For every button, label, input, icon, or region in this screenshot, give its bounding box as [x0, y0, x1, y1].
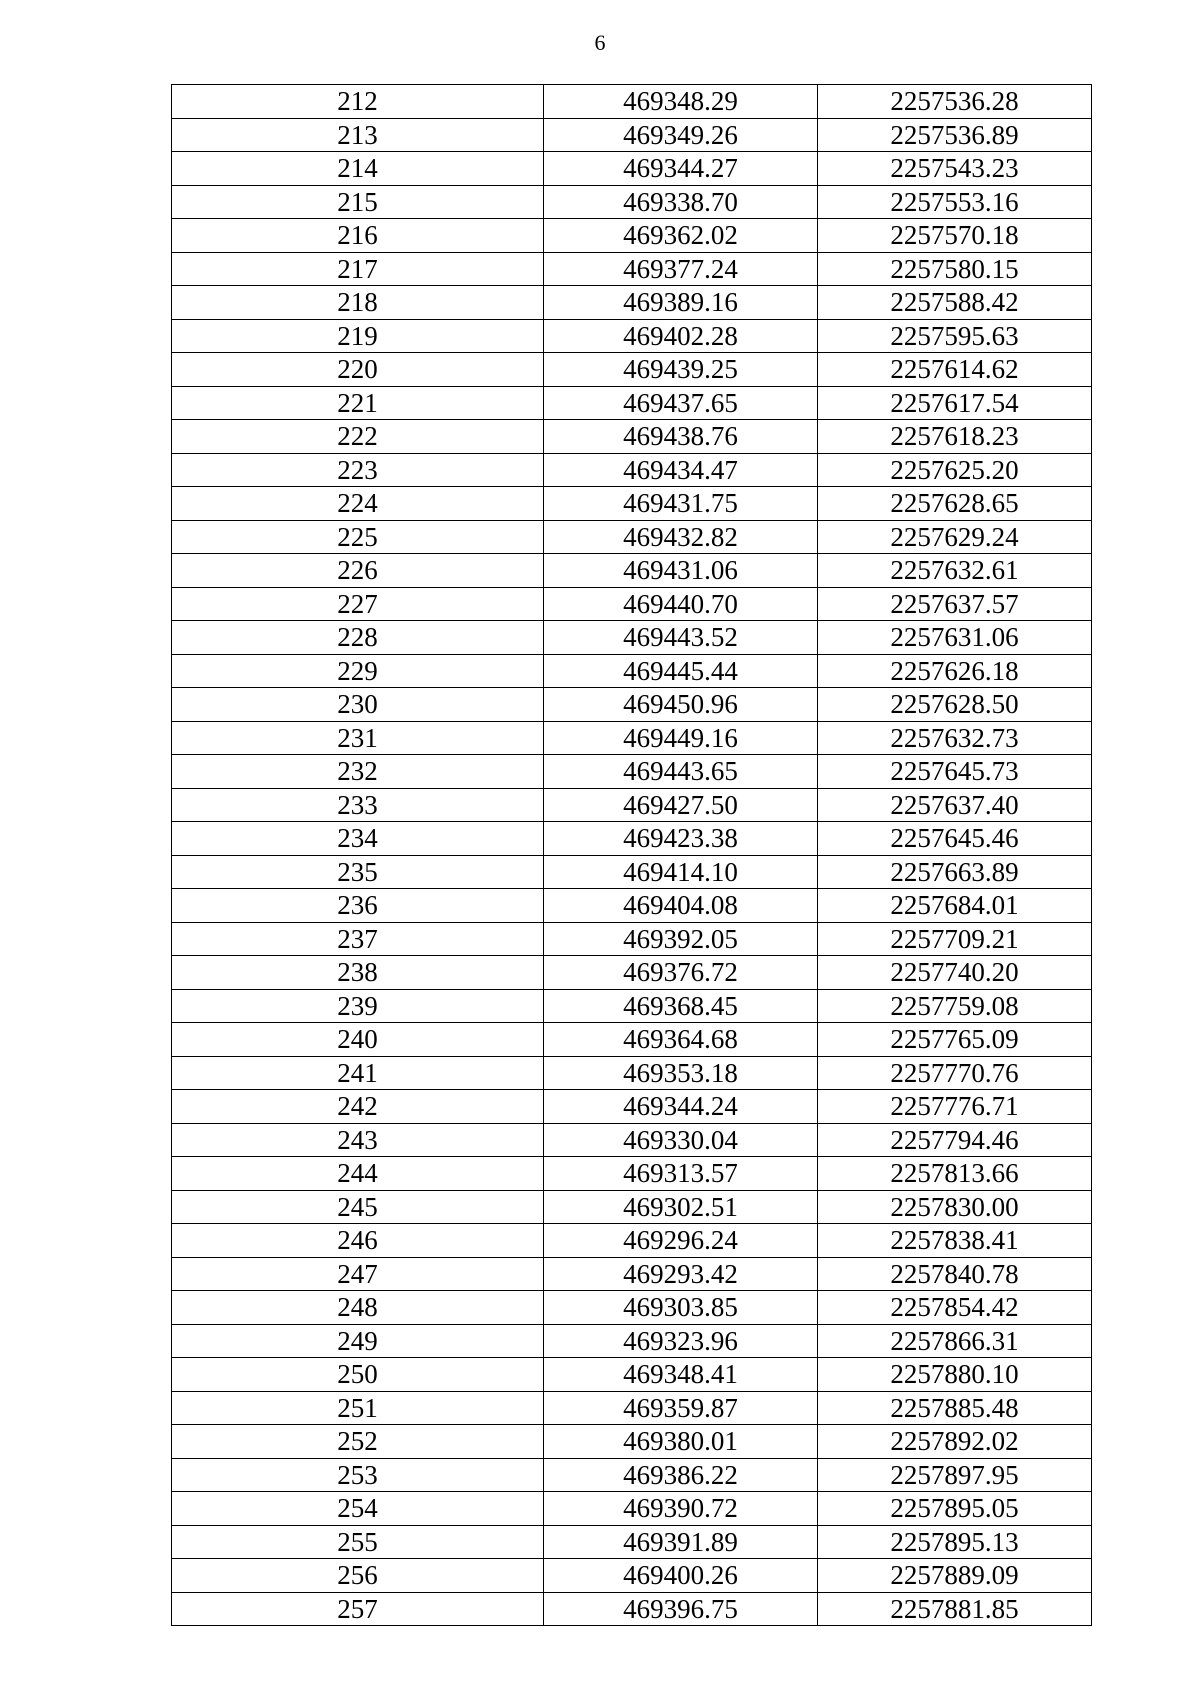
point-number-cell: 246	[172, 1224, 544, 1258]
point-number-cell: 247	[172, 1257, 544, 1291]
point-number-cell: 255	[172, 1525, 544, 1559]
point-number-cell: 242	[172, 1090, 544, 1124]
x-coordinate-cell: 469390.72	[544, 1492, 818, 1526]
point-number-cell: 220	[172, 353, 544, 387]
table-row	[172, 1190, 1092, 1224]
table-row	[172, 1090, 1092, 1124]
y-coordinate-cell: 2257897.95	[818, 1458, 1092, 1492]
point-number-cell: 245	[172, 1190, 544, 1224]
table-row	[172, 1056, 1092, 1090]
point-number-cell: 216	[172, 219, 544, 253]
y-coordinate-cell: 2257626.18	[818, 654, 1092, 688]
table-row	[172, 1123, 1092, 1157]
point-number-cell: 241	[172, 1056, 544, 1090]
table-row	[172, 453, 1092, 487]
point-number-cell: 238	[172, 956, 544, 990]
x-coordinate-cell: 469296.24	[544, 1224, 818, 1258]
y-coordinate-cell: 2257628.50	[818, 688, 1092, 722]
y-coordinate-cell: 2257895.13	[818, 1525, 1092, 1559]
x-coordinate-cell: 469391.89	[544, 1525, 818, 1559]
point-number-cell: 257	[172, 1592, 544, 1626]
y-coordinate-cell: 2257813.66	[818, 1157, 1092, 1191]
y-coordinate-cell: 2257765.09	[818, 1023, 1092, 1057]
point-number-cell: 256	[172, 1559, 544, 1593]
x-coordinate-cell: 469313.57	[544, 1157, 818, 1191]
point-number-cell: 232	[172, 755, 544, 789]
table-row	[172, 185, 1092, 219]
x-coordinate-cell: 469344.27	[544, 152, 818, 186]
point-number-cell: 213	[172, 118, 544, 152]
point-number-cell: 251	[172, 1391, 544, 1425]
y-coordinate-cell: 2257543.23	[818, 152, 1092, 186]
y-coordinate-cell: 2257614.62	[818, 353, 1092, 387]
y-coordinate-cell: 2257759.08	[818, 989, 1092, 1023]
y-coordinate-cell: 2257637.40	[818, 788, 1092, 822]
table-row	[172, 1559, 1092, 1593]
table-row	[172, 688, 1092, 722]
x-coordinate-cell: 469302.51	[544, 1190, 818, 1224]
point-number-cell: 223	[172, 453, 544, 487]
table-row	[172, 1525, 1092, 1559]
y-coordinate-cell: 2257881.85	[818, 1592, 1092, 1626]
x-coordinate-cell: 469396.75	[544, 1592, 818, 1626]
table-row	[172, 420, 1092, 454]
point-number-cell: 217	[172, 252, 544, 286]
y-coordinate-cell: 2257740.20	[818, 956, 1092, 990]
x-coordinate-cell: 469450.96	[544, 688, 818, 722]
y-coordinate-cell: 2257866.31	[818, 1324, 1092, 1358]
point-number-cell: 253	[172, 1458, 544, 1492]
table-row	[172, 252, 1092, 286]
x-coordinate-cell: 469344.24	[544, 1090, 818, 1124]
point-number-cell: 224	[172, 487, 544, 521]
point-number-cell: 215	[172, 185, 544, 219]
y-coordinate-cell: 2257663.89	[818, 855, 1092, 889]
y-coordinate-cell: 2257770.76	[818, 1056, 1092, 1090]
y-coordinate-cell: 2257776.71	[818, 1090, 1092, 1124]
point-number-cell: 254	[172, 1492, 544, 1526]
point-number-cell: 229	[172, 654, 544, 688]
table-row	[172, 989, 1092, 1023]
point-number-cell: 222	[172, 420, 544, 454]
table-row	[172, 520, 1092, 554]
x-coordinate-cell: 469293.42	[544, 1257, 818, 1291]
x-coordinate-cell: 469434.47	[544, 453, 818, 487]
table-row	[172, 554, 1092, 588]
x-coordinate-cell: 469443.65	[544, 755, 818, 789]
x-coordinate-cell: 469364.68	[544, 1023, 818, 1057]
x-coordinate-cell: 469443.52	[544, 621, 818, 655]
table-row	[172, 353, 1092, 387]
y-coordinate-cell: 2257553.16	[818, 185, 1092, 219]
x-coordinate-cell: 469380.01	[544, 1425, 818, 1459]
y-coordinate-cell: 2257580.15	[818, 252, 1092, 286]
x-coordinate-cell: 469323.96	[544, 1324, 818, 1358]
table-row	[172, 855, 1092, 889]
y-coordinate-cell: 2257628.65	[818, 487, 1092, 521]
y-coordinate-cell: 2257889.09	[818, 1559, 1092, 1593]
table-row	[172, 788, 1092, 822]
x-coordinate-cell: 469431.06	[544, 554, 818, 588]
y-coordinate-cell: 2257637.57	[818, 587, 1092, 621]
x-coordinate-cell: 469353.18	[544, 1056, 818, 1090]
point-number-cell: 219	[172, 319, 544, 353]
y-coordinate-cell: 2257645.46	[818, 822, 1092, 856]
x-coordinate-cell: 469330.04	[544, 1123, 818, 1157]
coordinates-table-body	[172, 85, 1092, 1626]
y-coordinate-cell: 2257645.73	[818, 755, 1092, 789]
y-coordinate-cell: 2257880.10	[818, 1358, 1092, 1392]
point-number-cell: 237	[172, 922, 544, 956]
x-coordinate-cell: 469303.85	[544, 1291, 818, 1325]
y-coordinate-cell: 2257885.48	[818, 1391, 1092, 1425]
point-number-cell: 236	[172, 889, 544, 923]
table-row	[172, 822, 1092, 856]
point-number-cell: 249	[172, 1324, 544, 1358]
x-coordinate-cell: 469348.41	[544, 1358, 818, 1392]
x-coordinate-cell: 469414.10	[544, 855, 818, 889]
x-coordinate-cell: 469404.08	[544, 889, 818, 923]
point-number-cell: 252	[172, 1425, 544, 1459]
table-row	[172, 319, 1092, 353]
y-coordinate-cell: 2257570.18	[818, 219, 1092, 253]
x-coordinate-cell: 469423.38	[544, 822, 818, 856]
table-row	[172, 487, 1092, 521]
x-coordinate-cell: 469368.45	[544, 989, 818, 1023]
table-row	[172, 152, 1092, 186]
y-coordinate-cell: 2257892.02	[818, 1425, 1092, 1459]
y-coordinate-cell: 2257631.06	[818, 621, 1092, 655]
point-number-cell: 218	[172, 286, 544, 320]
table-row	[172, 956, 1092, 990]
table-row	[172, 721, 1092, 755]
table-row	[172, 1291, 1092, 1325]
x-coordinate-cell: 469438.76	[544, 420, 818, 454]
x-coordinate-cell: 469440.70	[544, 587, 818, 621]
y-coordinate-cell: 2257838.41	[818, 1224, 1092, 1258]
point-number-cell: 226	[172, 554, 544, 588]
table-row	[172, 85, 1092, 119]
x-coordinate-cell: 469439.25	[544, 353, 818, 387]
y-coordinate-cell: 2257684.01	[818, 889, 1092, 923]
table-row	[172, 1592, 1092, 1626]
point-number-cell: 230	[172, 688, 544, 722]
table-row	[172, 1391, 1092, 1425]
table-row	[172, 1458, 1092, 1492]
table-row	[172, 286, 1092, 320]
point-number-cell: 212	[172, 85, 544, 119]
table-row	[172, 755, 1092, 789]
y-coordinate-cell: 2257536.89	[818, 118, 1092, 152]
y-coordinate-cell: 2257840.78	[818, 1257, 1092, 1291]
point-number-cell: 233	[172, 788, 544, 822]
point-number-cell: 244	[172, 1157, 544, 1191]
table-row	[172, 219, 1092, 253]
x-coordinate-cell: 469432.82	[544, 520, 818, 554]
y-coordinate-cell: 2257632.61	[818, 554, 1092, 588]
y-coordinate-cell: 2257629.24	[818, 520, 1092, 554]
point-number-cell: 240	[172, 1023, 544, 1057]
x-coordinate-cell: 469427.50	[544, 788, 818, 822]
table-row	[172, 1157, 1092, 1191]
table-row	[172, 922, 1092, 956]
y-coordinate-cell: 2257830.00	[818, 1190, 1092, 1224]
table-row	[172, 1257, 1092, 1291]
table-row	[172, 654, 1092, 688]
point-number-cell: 250	[172, 1358, 544, 1392]
point-number-cell: 248	[172, 1291, 544, 1325]
table-row	[172, 386, 1092, 420]
x-coordinate-cell: 469376.72	[544, 956, 818, 990]
table-row	[172, 1023, 1092, 1057]
x-coordinate-cell: 469362.02	[544, 219, 818, 253]
table-row	[172, 1224, 1092, 1258]
x-coordinate-cell: 469389.16	[544, 286, 818, 320]
y-coordinate-cell: 2257854.42	[818, 1291, 1092, 1325]
point-number-cell: 225	[172, 520, 544, 554]
table-row	[172, 889, 1092, 923]
y-coordinate-cell: 2257625.20	[818, 453, 1092, 487]
table-row	[172, 1358, 1092, 1392]
x-coordinate-cell: 469449.16	[544, 721, 818, 755]
table-row	[172, 587, 1092, 621]
y-coordinate-cell: 2257895.05	[818, 1492, 1092, 1526]
table-row	[172, 1324, 1092, 1358]
point-number-cell: 214	[172, 152, 544, 186]
x-coordinate-cell: 469437.65	[544, 386, 818, 420]
x-coordinate-cell: 469402.28	[544, 319, 818, 353]
page-number: 6	[594, 30, 606, 55]
coordinates-table	[171, 84, 1092, 1626]
point-number-cell: 231	[172, 721, 544, 755]
x-coordinate-cell: 469348.29	[544, 85, 818, 119]
point-number-cell: 228	[172, 621, 544, 655]
y-coordinate-cell: 2257536.28	[818, 85, 1092, 119]
x-coordinate-cell: 469349.26	[544, 118, 818, 152]
y-coordinate-cell: 2257595.63	[818, 319, 1092, 353]
point-number-cell: 243	[172, 1123, 544, 1157]
x-coordinate-cell: 469445.44	[544, 654, 818, 688]
point-number-cell: 221	[172, 386, 544, 420]
x-coordinate-cell: 469386.22	[544, 1458, 818, 1492]
point-number-cell: 234	[172, 822, 544, 856]
y-coordinate-cell: 2257617.54	[818, 386, 1092, 420]
x-coordinate-cell: 469392.05	[544, 922, 818, 956]
table-row	[172, 621, 1092, 655]
x-coordinate-cell: 469359.87	[544, 1391, 818, 1425]
x-coordinate-cell: 469338.70	[544, 185, 818, 219]
table-row	[172, 1425, 1092, 1459]
point-number-cell: 235	[172, 855, 544, 889]
x-coordinate-cell: 469431.75	[544, 487, 818, 521]
point-number-cell: 227	[172, 587, 544, 621]
x-coordinate-cell: 469377.24	[544, 252, 818, 286]
y-coordinate-cell: 2257794.46	[818, 1123, 1092, 1157]
y-coordinate-cell: 2257588.42	[818, 286, 1092, 320]
point-number-cell: 239	[172, 989, 544, 1023]
y-coordinate-cell: 2257632.73	[818, 721, 1092, 755]
table-row	[172, 118, 1092, 152]
x-coordinate-cell: 469400.26	[544, 1559, 818, 1593]
y-coordinate-cell: 2257709.21	[818, 922, 1092, 956]
table-row	[172, 1492, 1092, 1526]
y-coordinate-cell: 2257618.23	[818, 420, 1092, 454]
